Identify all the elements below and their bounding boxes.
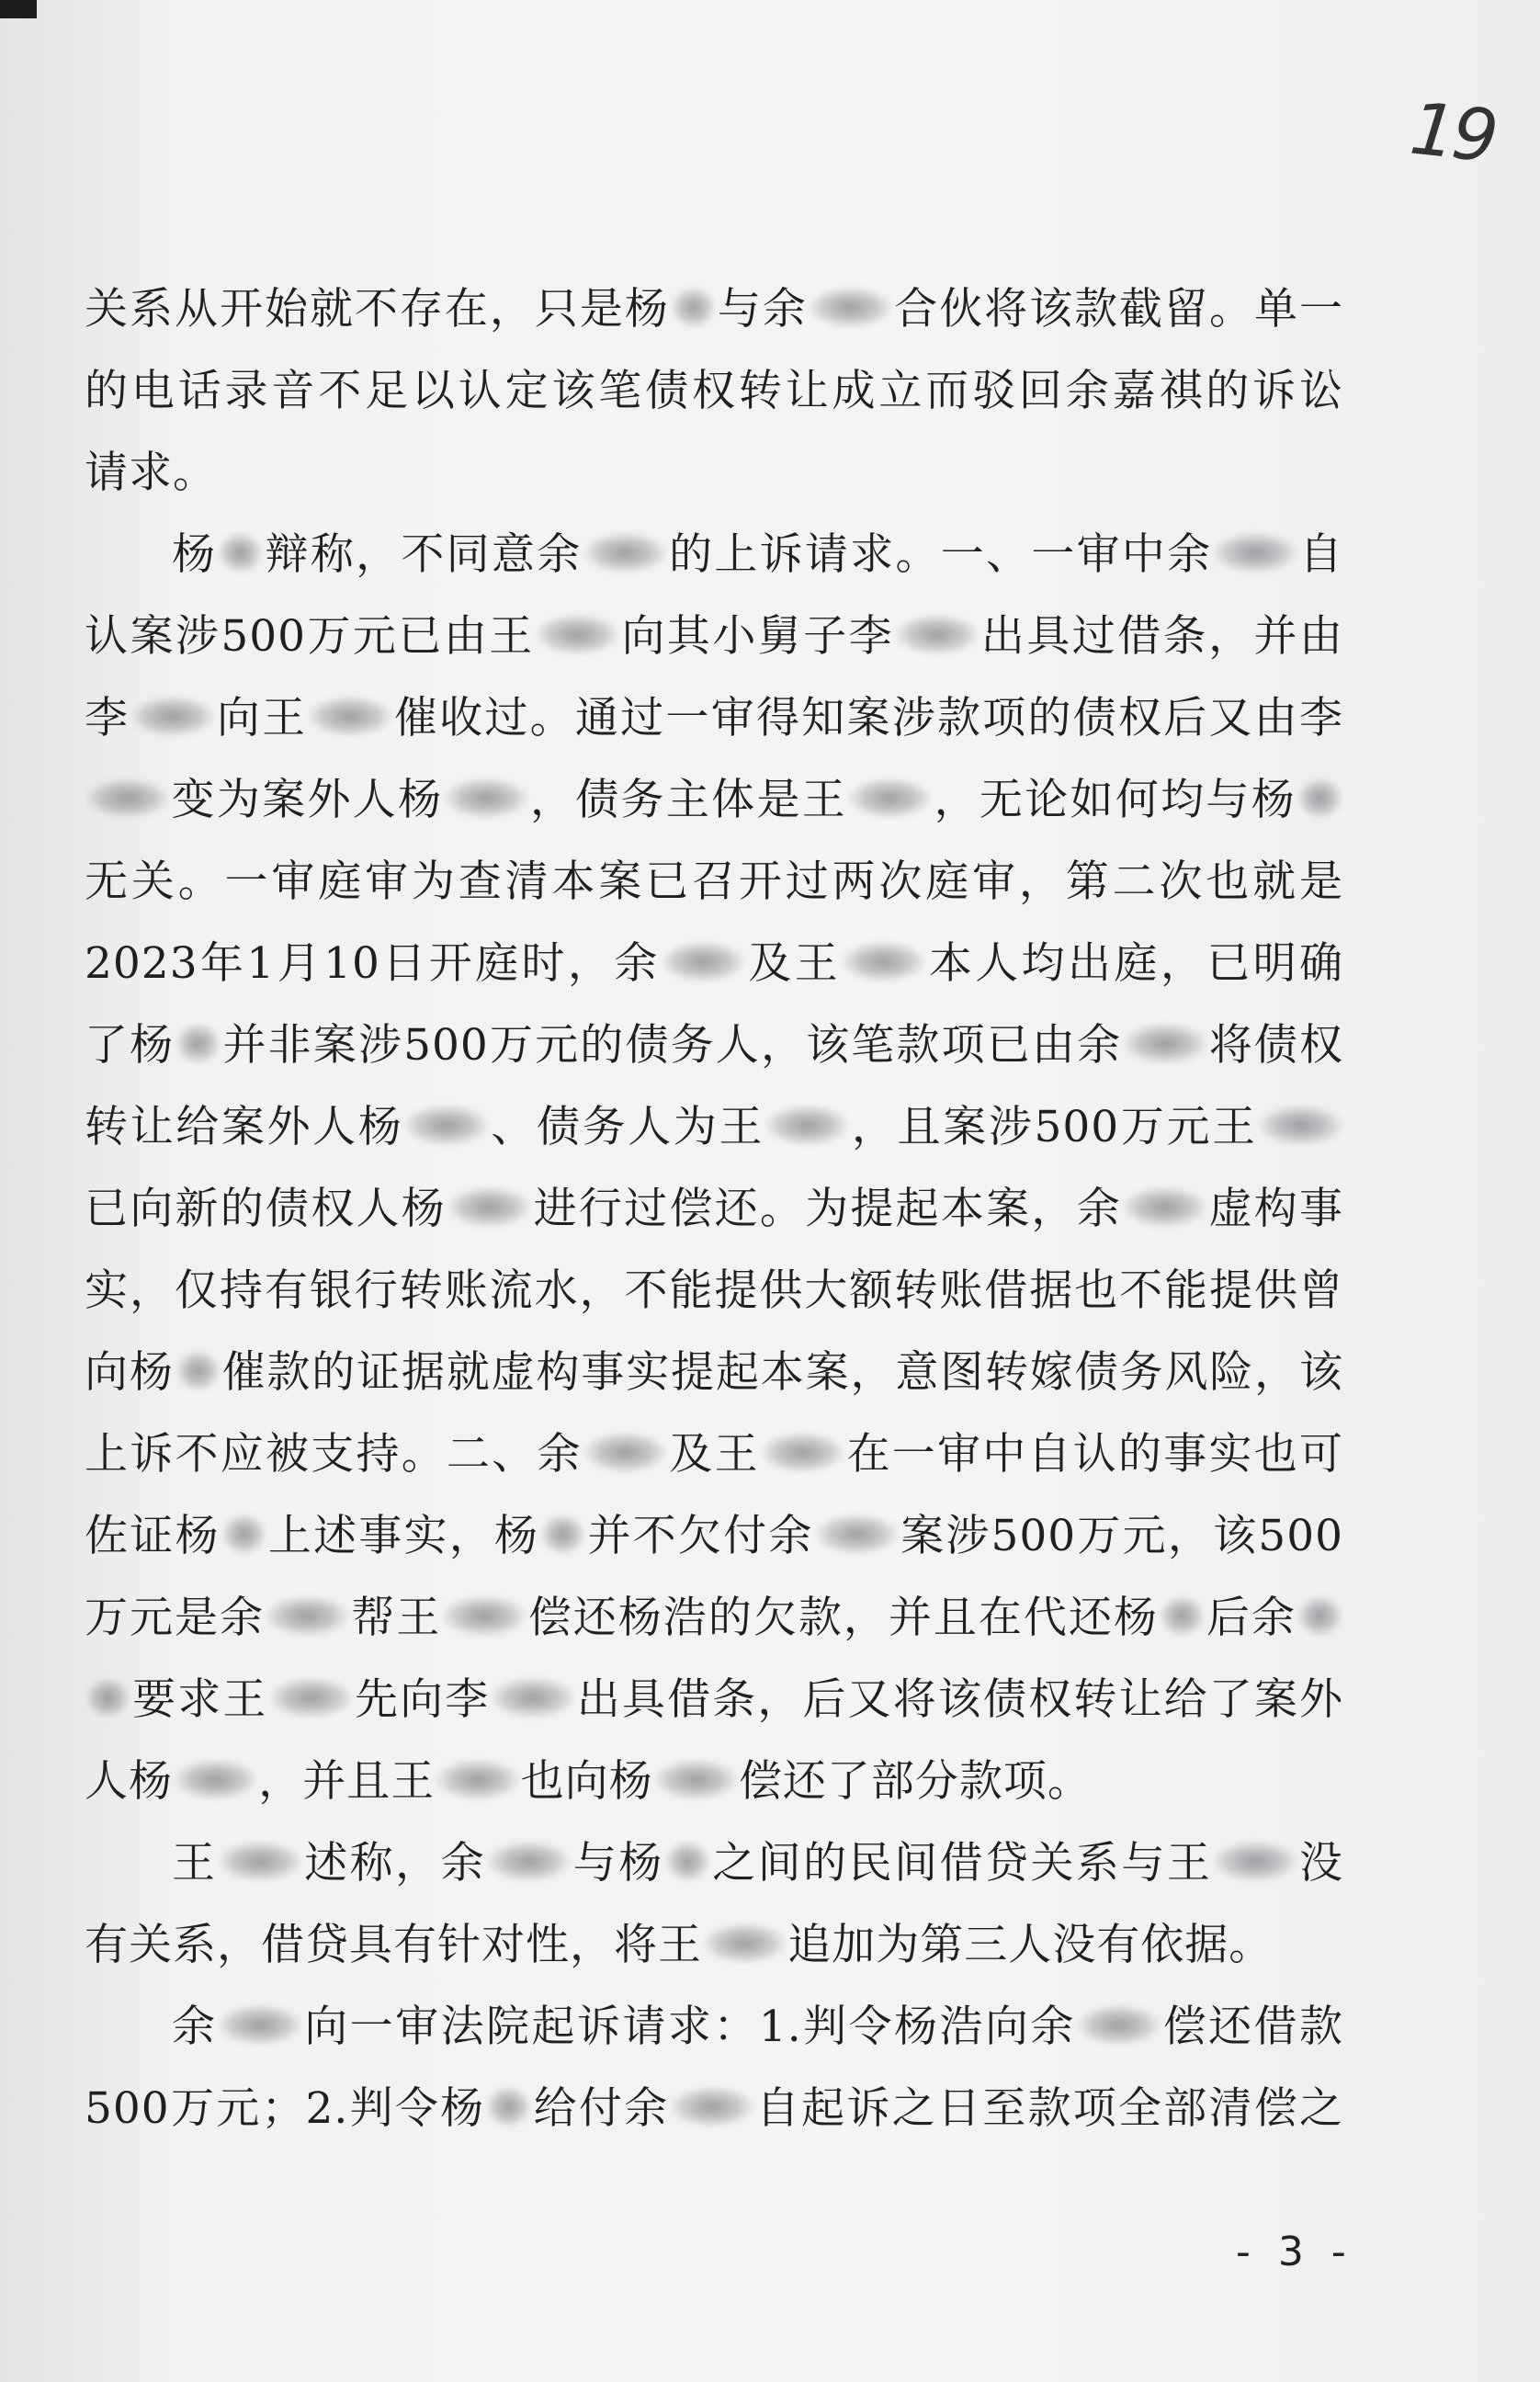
text-segment: 给付余 <box>532 2083 670 2134</box>
redacted-name <box>541 1514 584 1553</box>
redacted-name <box>405 1106 487 1144</box>
text-segment: 李 <box>85 693 130 743</box>
redacted-name <box>672 288 715 326</box>
text-segment: 实，仅持有银行转账流水，不能提供大额转账借据也不能提供曾 <box>85 1265 1343 1316</box>
text-segment: 出具借条，后又将该债权转让给了案外 <box>575 1674 1343 1725</box>
text-line <box>85 759 1343 841</box>
redacted-name <box>436 1760 518 1798</box>
text-segment: 辩称，不同意余 <box>264 529 583 580</box>
text-line <box>85 1413 1343 1495</box>
text-segment: 请求。 <box>85 448 217 498</box>
text-segment: 无关。一审庭审为查清本案已召开过两次庭审，第二次也就是 <box>85 856 1343 907</box>
text-line <box>85 1822 1343 1904</box>
redacted-name <box>766 1106 848 1144</box>
text-segment: 偿还杨浩的欠款，并且在代还杨 <box>527 1593 1159 1643</box>
redacted-name <box>666 1842 709 1880</box>
redacted-name <box>1161 1596 1204 1635</box>
text-segment: 、债务人为王 <box>489 1102 765 1152</box>
text-line <box>85 1577 1343 1659</box>
text-segment: ，无论如何均与杨 <box>933 775 1297 825</box>
text-line <box>85 1250 1343 1332</box>
text-segment: 杨 <box>172 529 218 580</box>
text-line <box>85 1986 1343 2068</box>
redacted-name <box>584 533 666 572</box>
text-line <box>85 1086 1343 1168</box>
text-segment: 先向李 <box>353 1674 491 1725</box>
text-line <box>85 1904 1343 1986</box>
text-segment: 自 <box>1297 529 1343 580</box>
text-segment: 有关系，借贷具有针对性，将王 <box>85 1920 702 1970</box>
text-line <box>85 841 1343 923</box>
redacted-name <box>270 1678 352 1717</box>
text-segment: 向王 <box>215 693 308 743</box>
redacted-name <box>488 1842 570 1880</box>
text-segment: 2023年1月10日开庭时，余 <box>85 938 661 989</box>
redacted-name <box>86 778 168 817</box>
redacted-name <box>492 1678 573 1717</box>
text-segment: 出具过借条，并由 <box>979 611 1343 662</box>
redacted-name <box>176 1024 220 1062</box>
text-segment: 人杨 <box>85 1756 173 1807</box>
redacted-name <box>896 615 978 653</box>
redacted-name <box>309 697 391 735</box>
redacted-name <box>487 2087 530 2126</box>
text-segment: 的电话录音不足以认定该笔债权转让成立而驳回余嘉祺的诉讼 <box>85 366 1343 416</box>
text-line <box>85 1659 1343 1741</box>
text-line <box>85 1168 1343 1250</box>
redacted-name <box>1298 778 1342 817</box>
text-segment: 了杨 <box>85 1020 176 1071</box>
text-line <box>85 1004 1343 1086</box>
redacted-name <box>671 2087 753 2126</box>
text-line <box>85 2068 1343 2149</box>
redacted-name <box>1214 1842 1296 1880</box>
text-line <box>85 1741 1343 1822</box>
text-segment: 变为案外人杨 <box>170 775 444 825</box>
text-segment: 并不欠付余 <box>586 1511 814 1561</box>
text-segment: 上述事实，杨 <box>266 1511 540 1561</box>
text-segment: 述称，余 <box>302 1838 487 1889</box>
text-segment: ，债务主体是王 <box>528 775 848 825</box>
redacted-name <box>219 533 262 572</box>
text-line <box>85 514 1343 596</box>
redacted-name <box>443 1596 525 1635</box>
redacted-name <box>1298 1596 1342 1635</box>
redacted-name <box>1260 1106 1342 1144</box>
text-segment: 上诉不应被支持。二、余 <box>85 1429 583 1480</box>
redacted-name <box>219 1842 300 1880</box>
text-segment: 万元是余 <box>85 1593 266 1643</box>
redacted-name <box>175 1760 256 1798</box>
text-segment: 要求王 <box>131 1674 268 1725</box>
redacted-name <box>1078 2005 1160 2044</box>
text-segment: 本人均出庭，已明确 <box>926 938 1343 989</box>
text-segment: 将债权 <box>1207 1020 1343 1071</box>
text-segment: 合伙将该款截留。单一 <box>893 284 1343 335</box>
text-segment: 及王 <box>668 1429 760 1480</box>
text-segment: 余 <box>172 2002 218 2052</box>
page-number: - 3 - <box>1236 2229 1353 2275</box>
text-segment: 王 <box>172 1838 218 1889</box>
text-line <box>85 268 1343 350</box>
text-segment: ，并且王 <box>258 1756 436 1807</box>
redacted-name <box>584 1433 666 1471</box>
redacted-name <box>843 942 924 981</box>
text-segment: 在一审中自认的事实也可 <box>845 1429 1343 1480</box>
redacted-name <box>222 1514 266 1553</box>
text-segment: ，且案涉500万元王 <box>850 1102 1258 1152</box>
redacted-name <box>1124 1187 1206 1226</box>
text-line <box>85 1332 1343 1413</box>
redacted-name <box>762 1433 844 1471</box>
text-segment: 与杨 <box>572 1838 664 1889</box>
redacted-name <box>537 615 618 653</box>
text-segment: 之间的民间借贷关系与王 <box>710 1838 1213 1889</box>
redacted-name <box>86 1678 130 1717</box>
text-segment: 追加为第三人没有依据。 <box>787 1920 1274 1970</box>
text-segment: 帮王 <box>350 1593 442 1643</box>
scan-edge-mark <box>0 0 37 18</box>
text-line <box>85 350 1343 432</box>
text-segment: 佐证杨 <box>85 1511 221 1561</box>
text-segment: 转让给案外人杨 <box>85 1102 404 1152</box>
text-segment: 已向新的债权人杨 <box>85 1184 447 1234</box>
text-segment: 催收过。通过一审得知案涉款项的债权后又由李 <box>392 693 1343 743</box>
text-segment: 催款的证据就虚构事实提起本案，意图转嫁债务风险，该 <box>221 1347 1343 1398</box>
redacted-name <box>655 1760 737 1798</box>
text-segment: 进行过偿还。为提起本案，余 <box>532 1184 1122 1234</box>
redacted-name <box>266 1596 348 1635</box>
text-segment: 关系从开始就不存在，只是杨 <box>85 284 670 335</box>
text-segment: 虚构事 <box>1207 1184 1343 1234</box>
text-segment: 的上诉请求。一、一审中余 <box>667 529 1213 580</box>
text-segment: 也向杨 <box>520 1756 653 1807</box>
document-body <box>85 268 1343 2149</box>
redacted-name <box>1124 1024 1206 1062</box>
text-line <box>85 596 1343 677</box>
redacted-name <box>1214 533 1296 572</box>
redacted-name <box>131 697 213 735</box>
redacted-name <box>176 1351 220 1390</box>
text-segment: 及王 <box>745 938 842 989</box>
text-line <box>85 677 1343 759</box>
text-segment: 自起诉之日至款项全部清偿之 <box>754 2083 1343 2134</box>
redacted-name <box>448 1187 530 1226</box>
text-line <box>85 923 1343 1004</box>
text-segment: 后余 <box>1205 1593 1297 1643</box>
text-segment: 偿还借款 <box>1161 2002 1343 2052</box>
redacted-name <box>662 942 744 981</box>
text-segment: 向杨 <box>85 1347 175 1398</box>
redacted-name <box>849 778 931 817</box>
text-segment: 没 <box>1297 1838 1343 1889</box>
text-line <box>85 432 1343 514</box>
text-segment: 案涉500万元，该500 <box>899 1511 1343 1561</box>
text-line <box>85 1495 1343 1577</box>
redacted-name <box>810 288 891 326</box>
redacted-name <box>704 1923 786 1962</box>
handwritten-page-tag: 19 <box>1406 87 1499 179</box>
text-segment: 与余 <box>716 284 808 335</box>
redacted-name <box>816 1514 898 1553</box>
text-segment: 向一审法院起诉请求：1.判令杨浩向余 <box>302 2002 1076 2052</box>
redacted-name <box>219 2005 300 2044</box>
text-segment: 500万元；2.判令杨 <box>85 2083 486 2134</box>
text-segment: 偿还了部分款项。 <box>738 1756 1092 1807</box>
text-segment: 向其小舅子李 <box>620 611 895 662</box>
text-segment: 认案涉500万元已由王 <box>85 611 535 662</box>
text-segment: 并非案涉500万元的债务人，该笔款项已由余 <box>221 1020 1123 1071</box>
redacted-name <box>445 778 527 817</box>
